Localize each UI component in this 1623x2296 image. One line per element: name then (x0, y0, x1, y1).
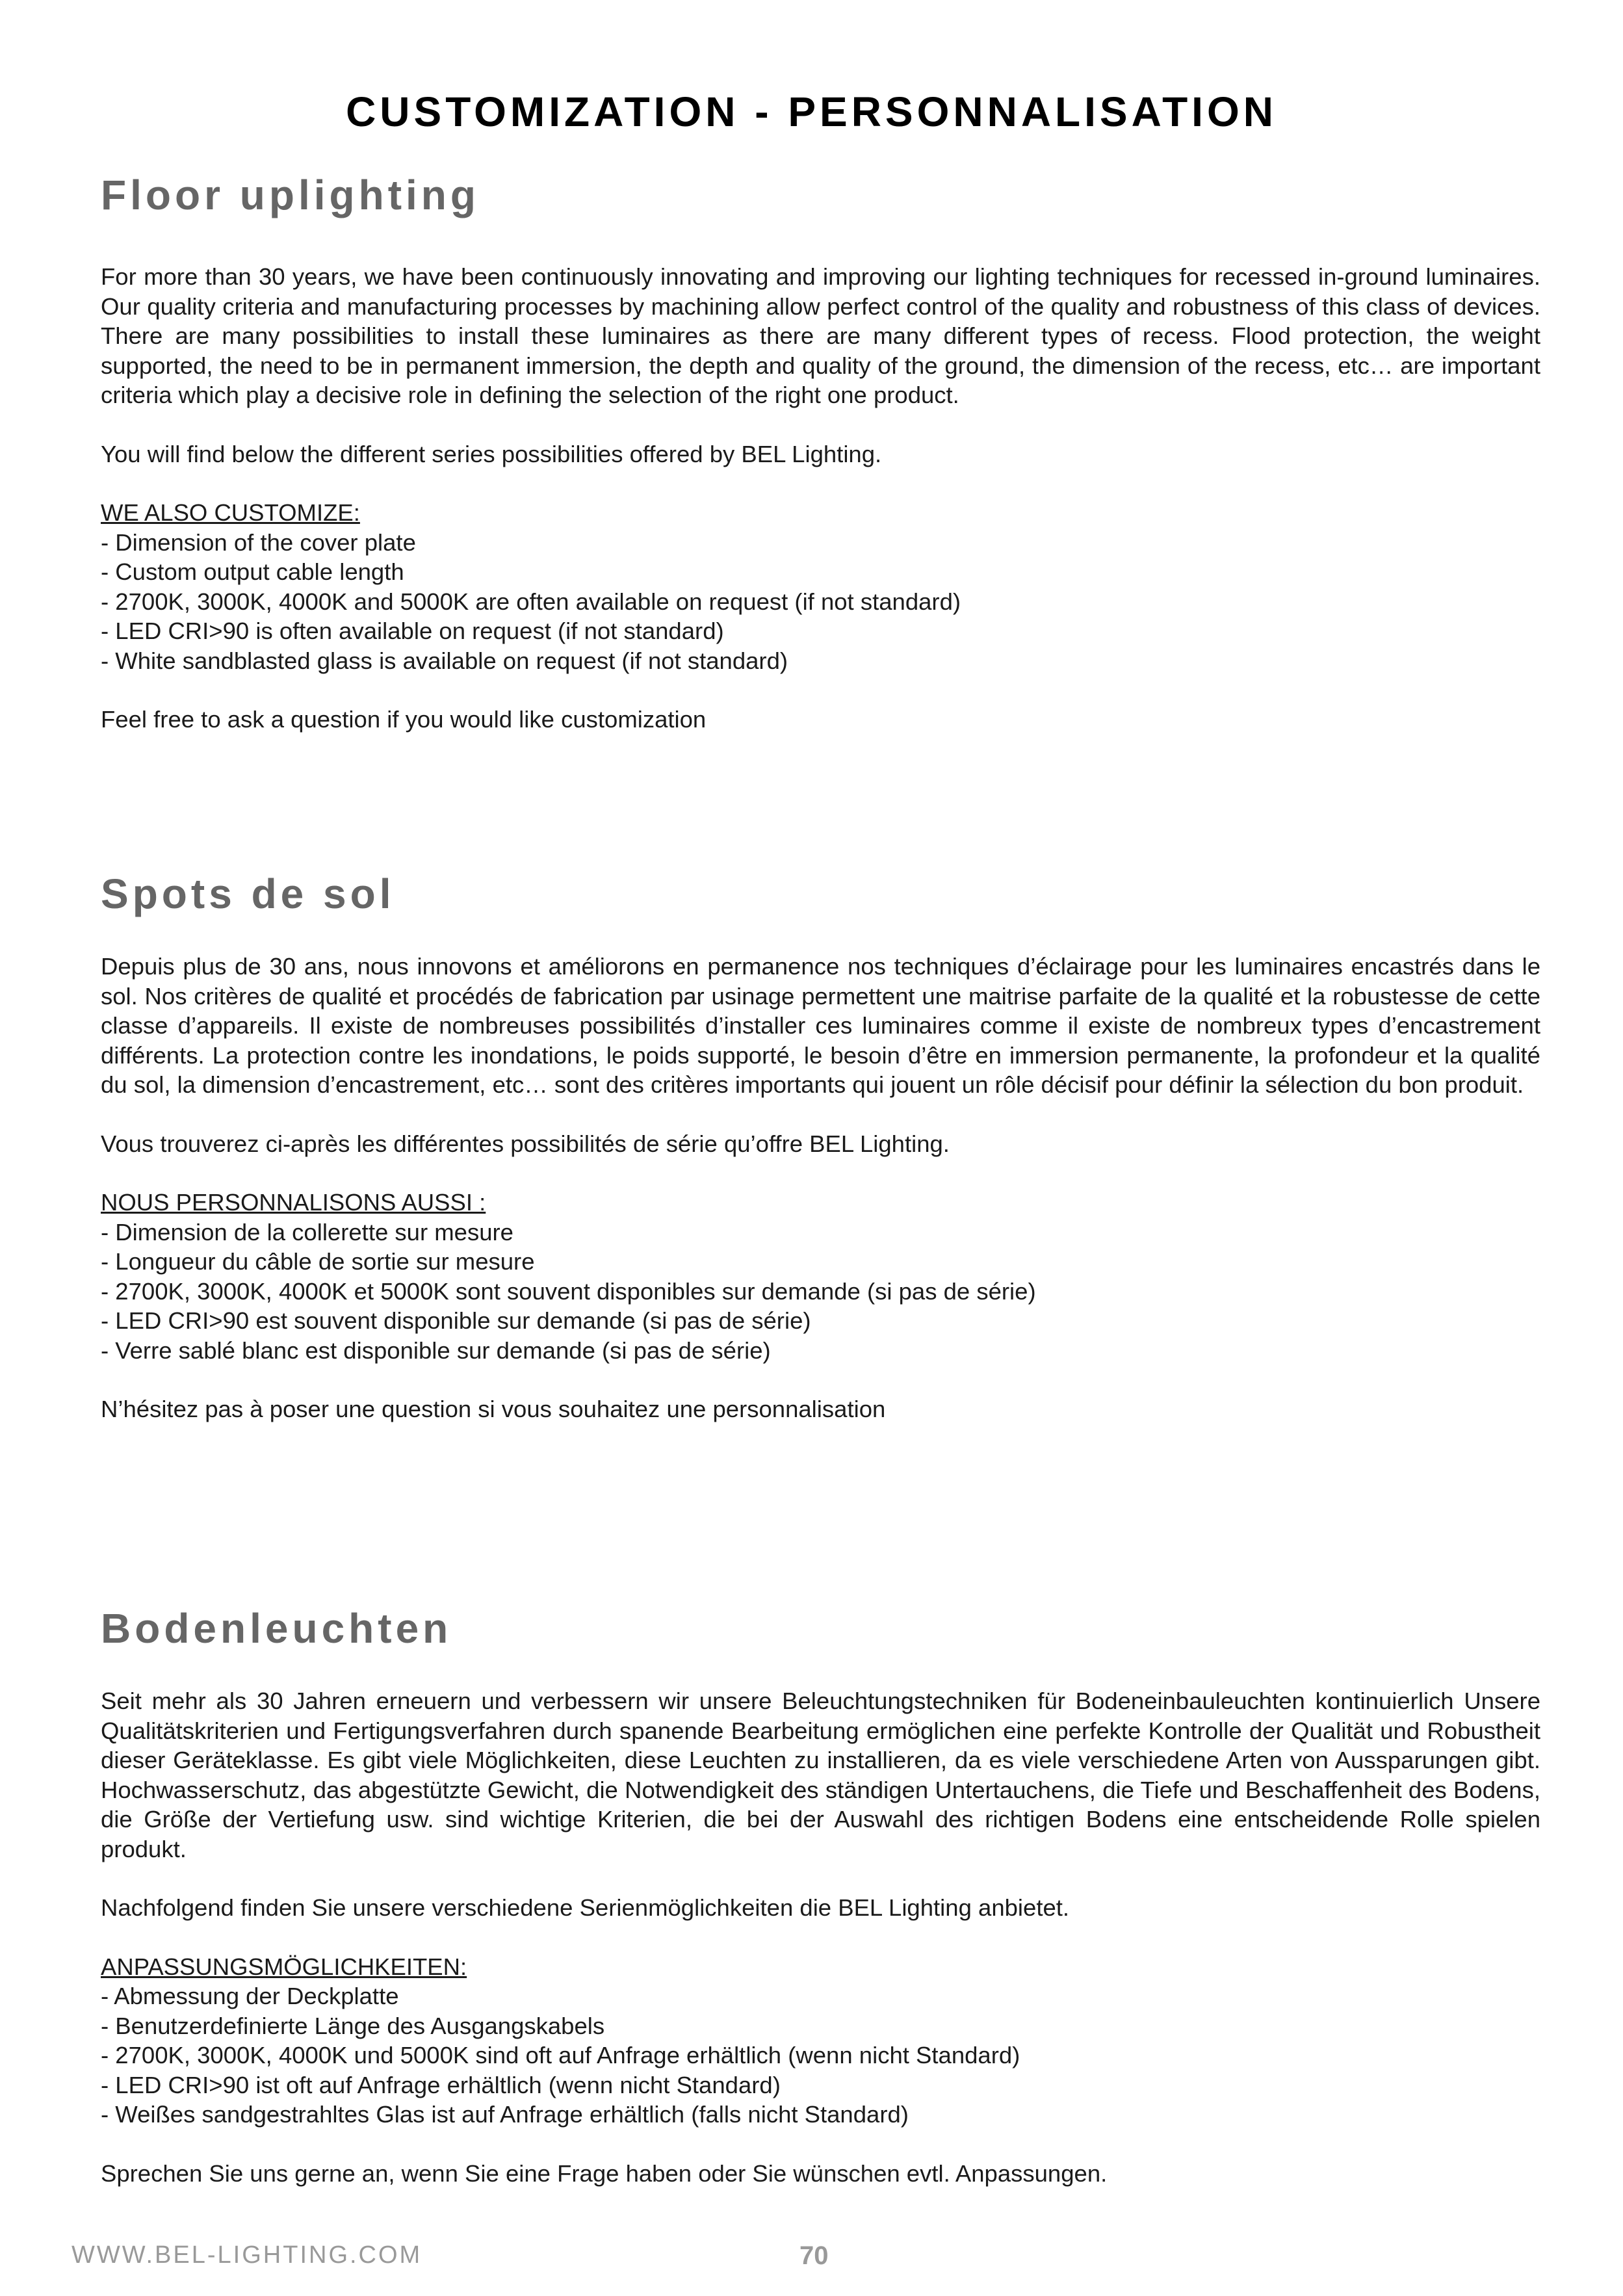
section-intro: Nachfolgend finden Sie unsere verschiedene Serienmöglichkeiten die BEL Lighting anbietet. (101, 1894, 1070, 1921)
section-closing: Sprechen Sie uns gerne an, wenn Sie eine Frage haben oder Sie wünschen evtl. Anpassungen. (101, 2159, 1108, 2187)
section-heading: Bodenleuchten (101, 1605, 452, 1652)
list-item: - 2700K, 3000K, 4000K et 5000K sont souvent disponibles sur demande (si pas de série) (101, 1277, 1036, 1305)
customize-subheading: WE ALSO CUSTOMIZE: (101, 499, 360, 526)
list-item: - LED CRI>90 ist oft auf Anfrage erhältlich (wenn nicht Standard) (101, 2071, 781, 2098)
customize-subheading: NOUS PERSONNALISONS AUSSI : (101, 1189, 486, 1216)
section-spots-de-sol (101, 865, 1540, 1424)
section-heading: Floor uplighting (101, 172, 480, 218)
section-intro: Vous trouverez ci-après les différentes possibilités de série qu’offre BEL Lighting. (101, 1130, 950, 1157)
section-paragraph: For more than 30 years, we have been continuously innovating and improving our lighting techniques for recessed in-ground luminaires. Our quality criteria and manufacturing processes by machining allow perfect control of the quality and robustness of this class of devices. There are many possibilities to install these luminaires as there are many different types of recess. Flood protection, the weight supported, the need to be in permanent immersion, the depth and quality of the ground, the dimension of the recess, etc… are important criteria which play a decisive role in defining the selection of the right one product. (101, 263, 1540, 408)
list-item: - 2700K, 3000K, 4000K and 5000K are often available on request (if not standard) (101, 588, 961, 615)
list-item: - Longueur du câble de sortie sur mesure (101, 1248, 535, 1275)
section-intro: You will find below the different series possibilities offered by BEL Lighting. (101, 440, 882, 467)
section-floor-uplighting (101, 166, 1540, 735)
page-title: CUSTOMIZATION - PERSONNALISATION (346, 88, 1277, 135)
list-item: - Abmessung der Deckplatte (101, 1983, 399, 2009)
list-item: - Verre sablé blanc est disponible sur demande (si pas de série) (101, 1337, 771, 1364)
list-item: - LED CRI>90 est souvent disponible sur demande (si pas de série) (101, 1307, 811, 1334)
customize-list (101, 1218, 1540, 1366)
list-item: - LED CRI>90 is often available on request (if not standard) (101, 618, 724, 644)
list-item: - Dimension de la collerette sur mesure (101, 1218, 513, 1246)
list-item: - Weißes sandgestrahltes Glas ist auf Anfrage erhältlich (falls nicht Standard) (101, 2101, 909, 2128)
list-item: - 2700K, 3000K, 4000K und 5000K sind oft auf Anfrage erhältlich (wenn nicht Standard) (101, 2042, 1020, 2068)
section-paragraph: Depuis plus de 30 ans, nous innovons et améliorons en permanence nos techniques d’éclairage pour les luminaires encastrés dans le sol. Nos critères de qualité et procédés de fabrication par usinage permettent une maitrise parfaite de la qualité et la robustesse de cette classe d’appareils. Il existe de nombreuses possibilités d’installer ces luminaires comme il existe de nombreux types d’encastrement différents. La protection contre les inondations, le poids supporté, le besoin d’être en immersion permanente, la profondeur et la qualité du sol, la dimension d’encastrement, etc… sont des critères importants qui jouent un rôle décisif pour définir la sélection du bon produit. (101, 953, 1540, 1098)
section-closing: N’hésitez pas à poser une question si vous souhaitez une personnalisation (101, 1396, 886, 1422)
customize-subheading: ANPASSUNGSMÖGLICHKEITEN: (101, 1953, 467, 1980)
customize-list (101, 1981, 1540, 2130)
list-item: - Custom output cable length (101, 558, 404, 585)
list-item: - Benutzerdefinierte Länge des Ausgangskabels (101, 2012, 605, 2039)
section-closing: Feel free to ask a question if you would like customization (101, 706, 707, 733)
section-paragraph: Seit mehr als 30 Jahren erneuern und verbessern wir unsere Beleuchtungstechniken für Bodeneinbauleuchten kontinuierlich Unsere Qualitätskriterien und Fertigungsverfahren durch spanende Bearbeitung ermöglichen eine perfekte Kontrolle der Qualität und Robustheit dieser Geräteklasse. Es gibt viele Möglichkeiten, diese Leuchten zu installieren, da es viele verschiedene Arten von Aussparungen gibt. Hochwasserschutz, das abgestützte Gewicht, die Notwendigkeit des ständigen Untertauchens, die Tiefe und Beschaffenheit des Bodens, die Größe der Vertiefung usw. sind wichtige Kriterien, die bei der Auswahl des richtigen Bodens eine entscheidende Rolle spielen produkt. (101, 1688, 1540, 1862)
list-item: - White sandblasted glass is available on request (if not standard) (101, 647, 788, 674)
footer-website-url: WWW.BEL-LIGHTING.COM (71, 2241, 422, 2269)
customize-list (101, 528, 1540, 676)
section-bodenleuchten (101, 1599, 1540, 2188)
list-item: - Dimension of the cover plate (101, 528, 416, 556)
section-heading: Spots de sol (101, 870, 395, 917)
page-number: 70 (799, 2241, 829, 2270)
